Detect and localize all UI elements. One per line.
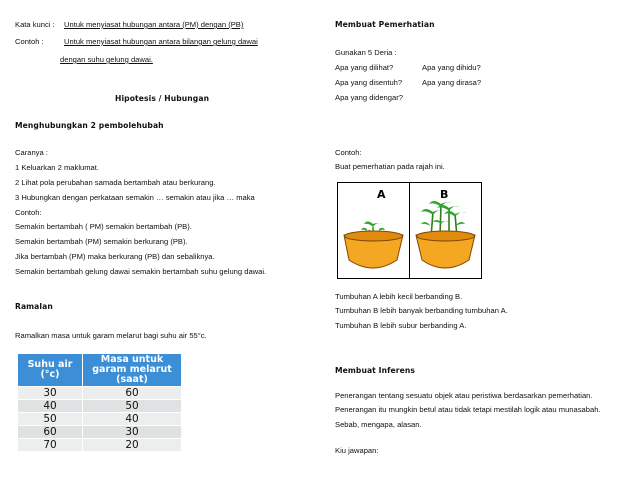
temperature-table xyxy=(17,353,182,452)
example-4: Semakin bertambah gelung dawai semakin bertambah suhu gelung dawai. xyxy=(15,267,267,276)
cell-temperature: 30 xyxy=(18,387,83,400)
senses-label: Gunakan 5 Deria : xyxy=(335,48,397,57)
cell-time: 20 xyxy=(83,439,182,452)
cell-temperature: 50 xyxy=(18,413,83,426)
example-1: Semakin bertambah ( PM) semakin bertambah (PB). xyxy=(15,222,192,231)
figure-example-text: Buat pemerhatian pada rajah ini. xyxy=(335,162,445,171)
method-label: Caranya : xyxy=(15,148,48,157)
figure-label-b: B xyxy=(440,188,449,201)
sense-taste: Apa yang dirasa? xyxy=(422,78,482,87)
inference-line-2: Penerangan itu mungkin betul atau tidak tetapi mestilah logik atau munasabah. xyxy=(335,405,601,414)
sense-see: Apa yang dilihat? xyxy=(335,63,394,72)
keywords-label: Kiu jawapan: xyxy=(335,446,379,455)
example2-label: Contoh: xyxy=(15,208,42,217)
observation-heading: Membuat Pemerhatian xyxy=(335,20,435,29)
table-row xyxy=(18,400,182,413)
cell-temperature: 60 xyxy=(18,426,83,439)
prediction-text: Ramalkan masa untuk garam melarut bagi suhu air 55°c. xyxy=(15,331,207,340)
connect-heading: Menghubungkan 2 pembolehubah xyxy=(15,121,164,130)
cell-time: 30 xyxy=(83,426,182,439)
table-header-time: Masa untuk garam melarut (saat) xyxy=(83,354,182,387)
sense-touch: Apa yang disentuh? xyxy=(335,78,403,87)
table-row xyxy=(18,426,182,439)
cell-time: 40 xyxy=(83,413,182,426)
observation-1: Tumbuhan A lebih kecil berbanding B. xyxy=(335,292,463,301)
example-3: Jika bertambah (PM) maka berkurang (PB) dan sebaliknya. xyxy=(15,252,215,261)
table-row xyxy=(18,439,182,452)
cell-time: 50 xyxy=(83,400,182,413)
example-2: Semakin bertambah (PM) semakin berkurang (PB). xyxy=(15,237,188,246)
table-row xyxy=(18,413,182,426)
cell-temperature: 40 xyxy=(18,400,83,413)
keyword-value: Untuk menyiasat hubungan antara (PM) dengan (PB) xyxy=(64,20,244,29)
inference-line-1: Penerangan tentang sesuatu objek atau peristiwa berdasarkan pemerhatian. xyxy=(335,391,593,400)
step-1: 1 Keluarkan 2 maklumat. xyxy=(15,163,99,172)
inference-heading: Membuat Inferens xyxy=(335,366,415,375)
plant-figure xyxy=(337,182,482,279)
observation-2: Tumbuhan B lebih banyak berbanding tumbuhan A. xyxy=(335,306,508,315)
table-row xyxy=(18,387,182,400)
cell-time: 60 xyxy=(83,387,182,400)
step-2: 2 Lihat pola perubahan samada bertambah atau berkurang. xyxy=(15,178,216,187)
prediction-heading: Ramalan xyxy=(15,302,53,311)
keyword-label: Kata kunci : xyxy=(15,20,55,29)
figure-example-label: Contoh: xyxy=(335,148,362,157)
example-label: Contoh : xyxy=(15,37,44,46)
figure-label-a: A xyxy=(377,188,386,201)
hypothesis-heading: Hipotesis / Hubungan xyxy=(115,94,210,103)
cell-temperature: 70 xyxy=(18,439,83,452)
example-line-1: Untuk menyiasat hubungan antara bilangan gelung dawai xyxy=(64,37,258,46)
step-3: 3 Hubungkan dengan perkataan semakin … semakin atau jika … maka xyxy=(15,193,255,202)
sense-smell: Apa yang dihidu? xyxy=(422,63,481,72)
table-header-temperature: Suhu air (°c) xyxy=(18,354,83,387)
inference-line-3: Sebab, mengapa, alasan. xyxy=(335,420,422,429)
sense-hear: Apa yang didengar? xyxy=(335,93,403,102)
observation-3: Tumbuhan B lebih subur berbanding A. xyxy=(335,321,467,330)
example-line-2: dengan suhu gelung dawai. xyxy=(60,55,153,64)
